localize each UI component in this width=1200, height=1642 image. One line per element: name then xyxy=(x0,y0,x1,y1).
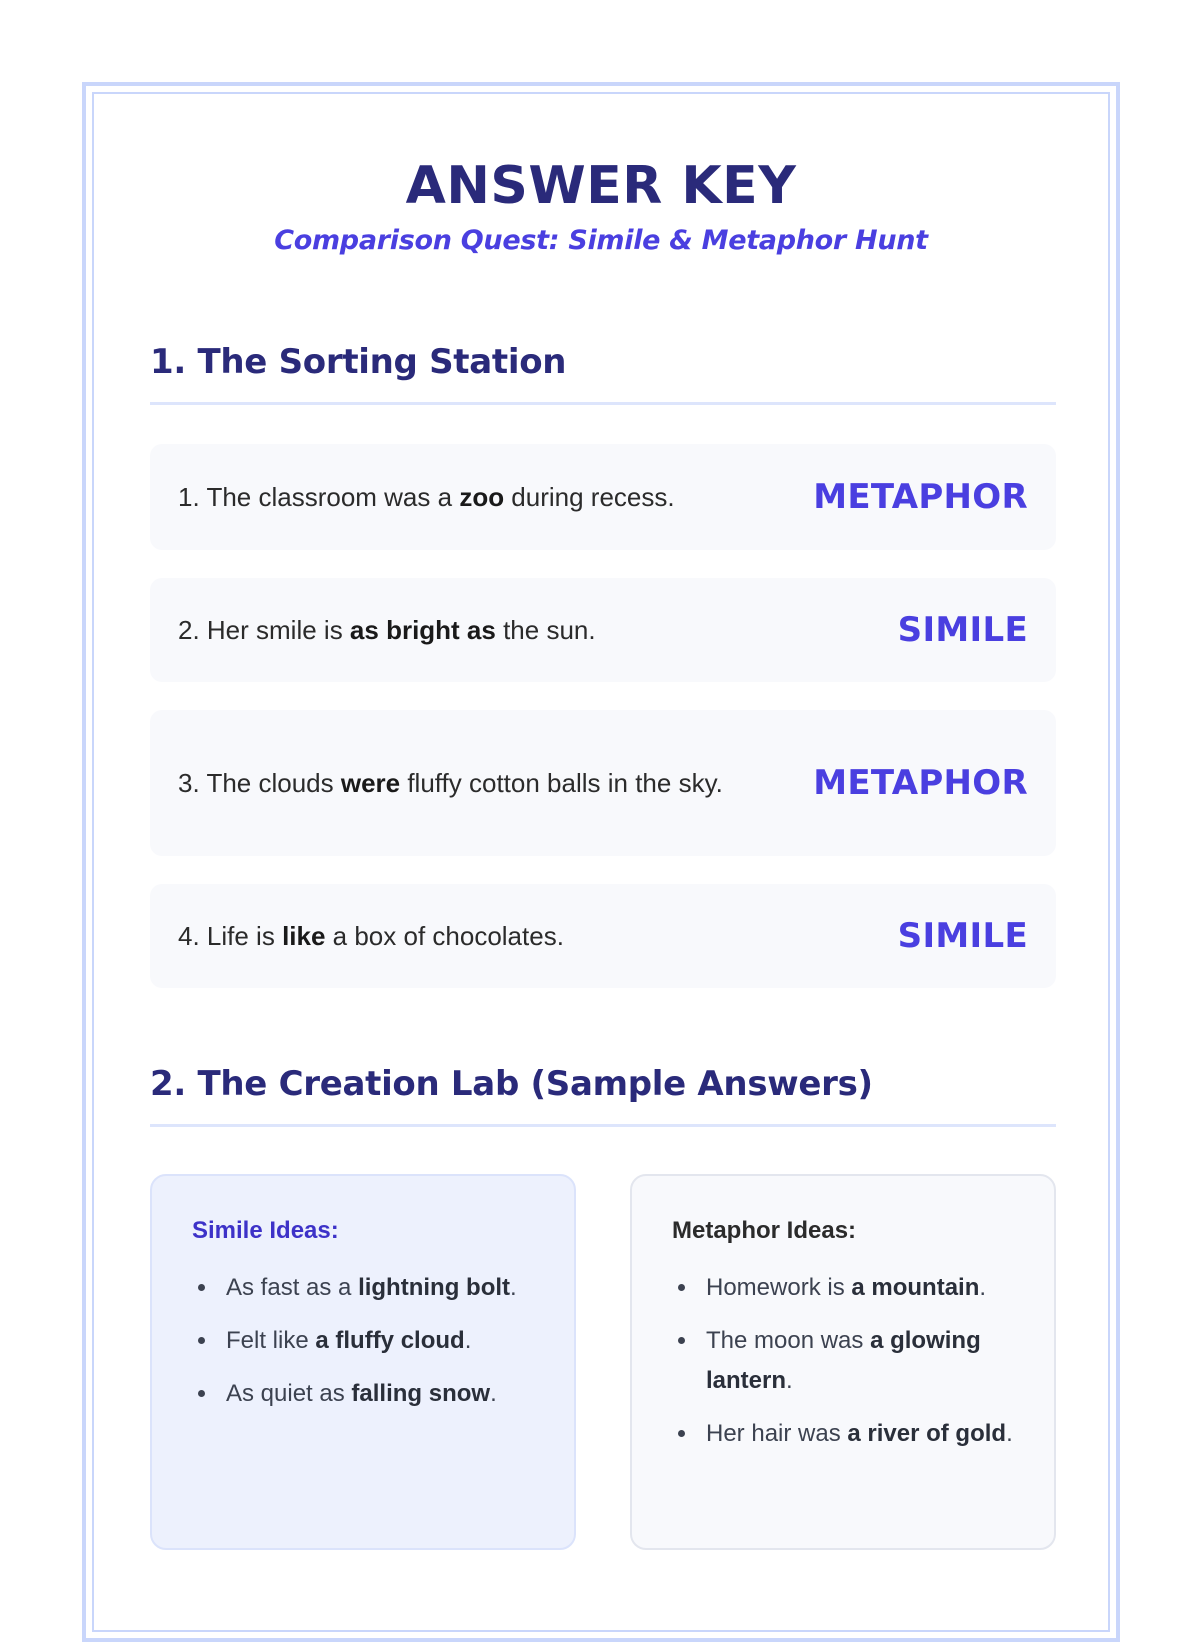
sorting-row-4 xyxy=(150,884,1056,988)
bullet-icon xyxy=(198,1390,205,1397)
sorting-sentence-1: 1. The classroom was a zoo during recess. xyxy=(178,482,675,512)
list-item: As fast as a lightning bolt. xyxy=(192,1268,534,1308)
sheet-inner-frame xyxy=(92,92,1110,1632)
page-subtitle: Comparison Quest: Simile & Metaphor Hunt xyxy=(274,225,928,256)
metaphor-ideas-card xyxy=(630,1174,1056,1550)
sorting-row-3 xyxy=(150,710,1056,856)
list-item: Homework is a mountain. xyxy=(672,1268,1014,1308)
section-title-sorting-station: 1. The Sorting Station xyxy=(150,342,567,382)
sorting-row-2 xyxy=(150,578,1056,682)
list-item: Her hair was a river of gold. xyxy=(672,1414,1014,1454)
sorting-sentence-3: 3. The clouds were fluffy cotton balls in the sky. xyxy=(178,768,723,798)
answer-key-sheet xyxy=(82,82,1120,1642)
sorting-sentence-4: 4. Life is like a box of chocolates. xyxy=(178,921,564,951)
bullet-icon xyxy=(198,1337,205,1344)
page-header xyxy=(94,158,1108,258)
simile-ideas-list xyxy=(192,1268,534,1414)
bullet-icon xyxy=(678,1284,685,1291)
simile-ideas-card xyxy=(150,1174,576,1550)
simile-ideas-heading: Simile Ideas: xyxy=(192,1217,339,1244)
sorting-sentence-2: 2. Her smile is as bright as the sun. xyxy=(178,615,596,645)
metaphor-ideas-heading: Metaphor Ideas: xyxy=(672,1217,857,1244)
bullet-icon xyxy=(198,1284,205,1291)
section-title-creation-lab: 2. The Creation Lab (Sample Answers) xyxy=(150,1064,873,1104)
section-divider-1 xyxy=(150,402,1056,405)
answer-label-3: METAPHOR xyxy=(813,763,1028,803)
sorting-row-1 xyxy=(150,444,1056,550)
list-item: Felt like a fluffy cloud. xyxy=(192,1321,534,1361)
bullet-icon xyxy=(678,1337,685,1344)
metaphor-ideas-list xyxy=(672,1268,1014,1454)
bullet-icon xyxy=(678,1430,685,1437)
list-item: The moon was a glowing lantern. xyxy=(672,1321,1014,1401)
answer-label-2: SIMILE xyxy=(897,610,1028,650)
answer-label-4: SIMILE xyxy=(897,916,1028,956)
page-title: ANSWER KEY xyxy=(405,156,797,216)
list-item: As quiet as falling snow. xyxy=(192,1374,534,1414)
answer-label-1: METAPHOR xyxy=(813,477,1028,517)
section-divider-2 xyxy=(150,1124,1056,1127)
